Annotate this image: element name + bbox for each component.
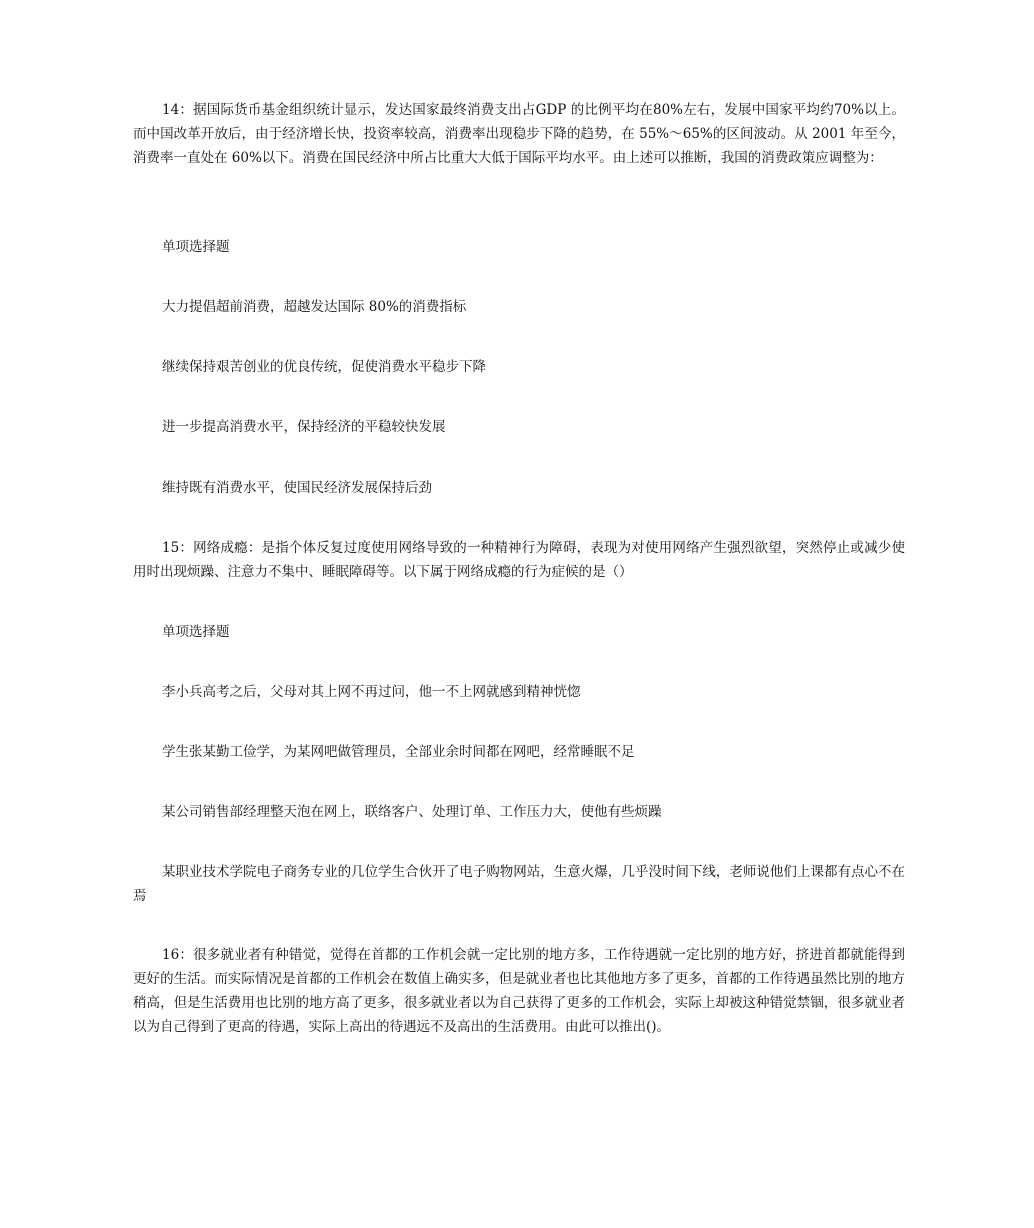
- question-14-option-a: 大力提倡超前消费，超越发达国际 80%的消费指标: [162, 299, 467, 315]
- question-15-type: 单项选择题: [162, 624, 230, 640]
- question-14-option-d: 维持既有消费水平，使国民经济发展保持后劲: [162, 480, 432, 496]
- question-15-option-b: 学生张某勤工俭学，为某网吧做管理员，全部业余时间都在网吧，经常睡眠不足: [162, 744, 635, 760]
- question-16-stem: 16：很多就业者有种错觉，觉得在首都的工作机会就一定比别的地方多，工作待遇就一定比别的地方好，挤进首都就能得到更好的生活。而实际情况是首都的工作机会在数值上确实多，但是就业者也比其他地方多了更多，首都的工作待遇虽然比别的地方稍高，但是生活费用也比别的地方高了更多，很多就业者以为自己获得了更多的工作机会，实际上却被这种错觉禁锢，很多就业者以为自己得到了更高的待遇，实际上高出的待遇远不及高出的生活费用。由此可以推出()。: [133, 947, 905, 1035]
- question-15-option-a: 李小兵高考之后，父母对其上网不再过问，他一不上网就感到精神恍惚: [162, 684, 581, 700]
- question-14-type: 单项选择题: [162, 239, 230, 255]
- question-14-option-c: 进一步提高消费水平，保持经济的平稳较快发展: [162, 419, 446, 435]
- question-15-stem: 15：网络成瘾：是指个体反复过度使用网络导致的一种精神行为障碍，表现为对使用网络产生强烈欲望，突然停止或减少使用时出现烦躁、注意力不集中、睡眠障碍等。以下属于网络成瘾的行为症候的是（）: [133, 540, 905, 580]
- question-14-stem: 14：据国际货币基金组织统计显示，发达国家最终消费支出占GDP 的比例平均在80%左右，发展中国家平均约70%以上。而中国改革开放后，由于经济增长快，投资率较高，消费率出现稳步下降的趋势，在 55%～65%的区间波动。从 2001 年至今，消费率一直处在 60%以下。消费在国民经济中所占比重大大低于国际平均水平。由上述可以推断，我国的消费政策应调整为：: [133, 102, 905, 166]
- question-14-option-b: 继续保持艰苦创业的优良传统，促使消费水平稳步下降: [162, 359, 486, 375]
- question-15-option-c: 某公司销售部经理整天泡在网上，联络客户、处理订单、工作压力大，使他有些烦躁: [162, 804, 662, 820]
- question-15-option-d: 某职业技术学院电子商务专业的几位学生合伙开了电子购物网站，生意火爆，几乎没时间下线，老师说他们上课都有点心不在焉: [133, 864, 905, 904]
